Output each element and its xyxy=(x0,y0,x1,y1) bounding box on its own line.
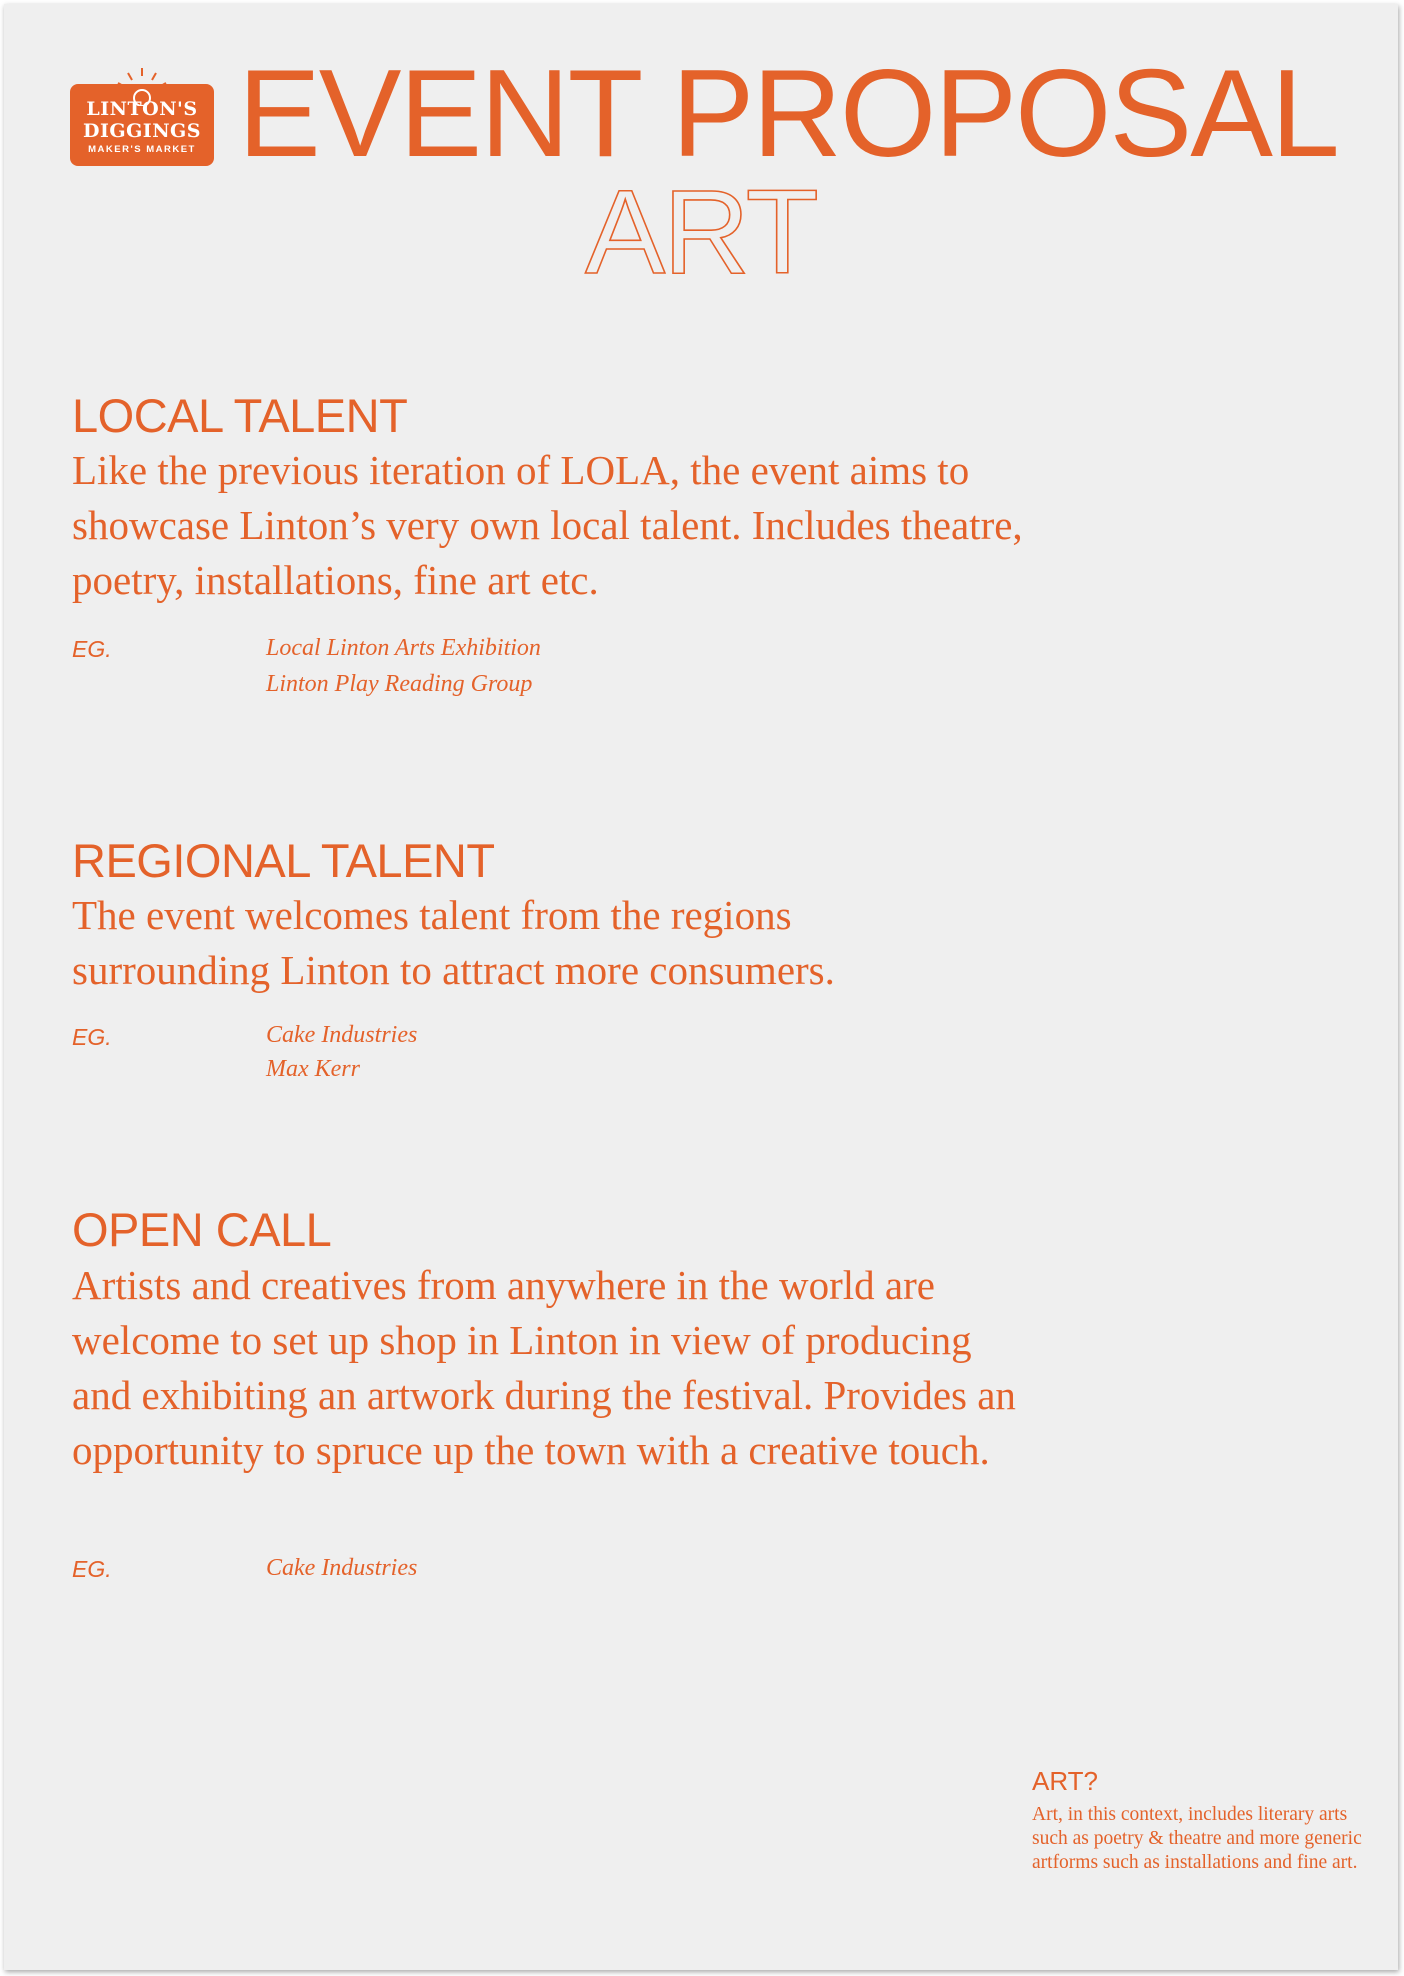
brand-name-line2: DIGGINGS xyxy=(82,120,202,142)
section-body-local-talent: Like the previous iteration of LOLA, the event aims to showcase Linton’s very own local talent. Includes theatre, poetry, installations, fine art etc. xyxy=(72,447,1023,603)
eg-label: EG. xyxy=(72,1024,112,1050)
brand-logo xyxy=(70,84,214,166)
note-heading: ART? xyxy=(1032,1766,1098,1796)
section-heading-regional-talent: REGIONAL TALENT xyxy=(72,834,495,887)
note-body: Art, in this context, includes literary arts such as poetry & theatre and more generic artforms such as installations and fine art. xyxy=(1032,1804,1362,1873)
section-body-open-call: Artists and creatives from anywhere in the world are welcome to set up shop in Linton in view of producing and exhibiting an artwork during the festival. Provides an opportunity to spruce up the town with a creative touch. xyxy=(72,1262,1016,1473)
brand-name-line1: LINTON'S xyxy=(86,98,198,120)
page-subtitle: ART xyxy=(585,165,817,299)
example-item: Local Linton Arts Exhibition xyxy=(266,635,541,661)
eg-label: EG. xyxy=(72,1556,112,1582)
brand-tagline: MAKER'S MARKET xyxy=(88,144,196,155)
examples-list xyxy=(266,1550,417,1586)
example-item: Cake Industries xyxy=(266,1555,418,1581)
example-item: Cake Industries xyxy=(266,1022,418,1048)
page-title: EVENT PROPOSAL xyxy=(238,45,1338,183)
examples-list xyxy=(266,630,541,702)
section-body-regional-talent: The event welcomes talent from the regions surrounding Linton to attract more consumers. xyxy=(72,892,835,993)
section-heading-open-call: OPEN CALL xyxy=(72,1203,332,1256)
example-item: Max Kerr xyxy=(266,1056,360,1082)
examples-list xyxy=(266,1018,417,1086)
section-heading-local-talent: LOCAL TALENT xyxy=(72,389,408,442)
proposal-sheet xyxy=(4,4,1398,1970)
example-item: Linton Play Reading Group xyxy=(266,671,533,697)
eg-label: EG. xyxy=(72,636,112,662)
